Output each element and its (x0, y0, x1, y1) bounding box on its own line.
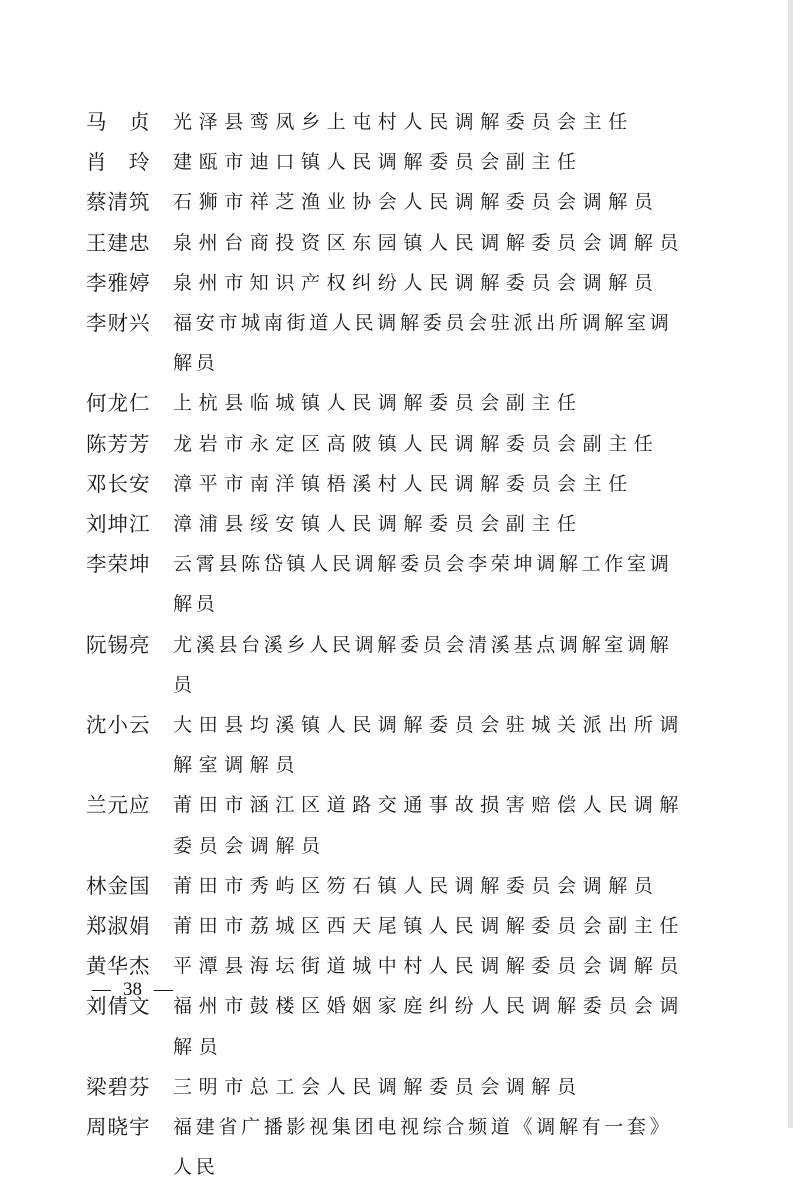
person-title: 云霄县陈岱镇人民调解委员会李荣坤调解工作室调解员 (173, 553, 673, 616)
list-item (86, 182, 686, 222)
person-title: 大田县均溪镇人民调解委员会驻城关派出所调解室调解员 (173, 714, 686, 777)
person-title: 石狮市祥芝渔业协会人民调解委员会调解员 (173, 191, 660, 214)
list-item (86, 142, 686, 182)
person-title: 龙岩市永定区高陂镇人民调解委员会副主任 (173, 432, 660, 455)
honoree-list (86, 102, 686, 1187)
person-name: 兰元应 (86, 793, 151, 818)
list-item (86, 785, 686, 865)
page-edge (788, 0, 793, 1128)
person-name: 李财兴 (86, 311, 151, 336)
list-item (86, 1107, 686, 1187)
person-name: 阮锡亮 (86, 632, 151, 657)
list-item (86, 383, 686, 423)
list-item (86, 464, 686, 504)
person-title: 光泽县鸾凤乡上屯村人民调解委员会主任 (173, 111, 634, 133)
person-name: 马 贞 (86, 110, 151, 134)
person-title: 莆田市涵江区道路交通事故损害赔偿人民调解委员会调解员 (173, 794, 686, 857)
person-title: 漳平市南洋镇梧溪村人民调解委员会主任 (173, 472, 634, 495)
person-title: 福建省广播影视集团电视综合频道《调解有一套》人民 (173, 1116, 673, 1179)
person-name: 梁碧芬 (86, 1074, 151, 1099)
person-name: 王建忠 (86, 230, 151, 255)
person-title: 漳浦县绥安镇人民调解委员会副主任 (173, 513, 583, 536)
list-item (86, 705, 686, 785)
person-title: 上杭县临城镇人民调解委员会副主任 (173, 392, 583, 415)
person-name: 周晓宇 (86, 1115, 151, 1140)
person-title: 福州市鼓楼区婚姻家庭纠纷人民调解委员会调解员 (173, 995, 686, 1058)
list-item (86, 303, 686, 383)
person-name: 何龙仁 (86, 391, 151, 416)
list-item (86, 263, 686, 303)
page-number: 38 (123, 979, 142, 1000)
list-item (86, 223, 686, 263)
list-item (86, 625, 686, 705)
person-title: 平潭县海坛街道城中村人民调解委员会调解员 (173, 955, 686, 978)
person-name: 刘坤江 (86, 512, 151, 537)
page-footer (92, 970, 173, 1010)
list-item (86, 102, 686, 142)
person-name: 蔡清筑 (86, 190, 151, 215)
person-title: 莆田市荔城区西天尾镇人民调解委员会副主任 (173, 915, 686, 938)
person-title: 建瓯市迪口镇人民调解委员会副主任 (173, 151, 583, 174)
footer-dash-right: — (154, 979, 173, 1000)
person-name: 邓长安 (86, 471, 151, 496)
person-name: 李荣坤 (86, 552, 151, 577)
person-name: 肖 玲 (86, 150, 151, 175)
person-title: 三明市总工会人民调解委员会调解员 (173, 1075, 583, 1098)
person-title: 福安市城南街道人民调解委员会驻派出所调解室调解员 (173, 312, 673, 375)
person-name: 陈芳芳 (86, 431, 151, 456)
list-item (86, 424, 686, 464)
list-item (86, 906, 686, 946)
list-item (86, 544, 686, 624)
person-name: 李雅婷 (86, 270, 151, 295)
person-title: 泉州台商投资区东园镇人民调解委员会调解员 (173, 231, 686, 254)
footer-dash-left: — (92, 979, 111, 1000)
person-name: 林金国 (86, 873, 151, 898)
person-title: 尤溪县台溪乡人民调解委员会清溪基点调解室调解员 (173, 633, 673, 696)
list-item (86, 866, 686, 906)
person-name: 黄华杰 (86, 954, 151, 979)
list-item (86, 986, 686, 1066)
person-title: 泉州市知识产权纠纷人民调解委员会调解员 (173, 271, 660, 294)
person-name: 沈小云 (86, 713, 151, 738)
person-name: 郑淑娟 (86, 914, 151, 939)
list-item (86, 1067, 686, 1107)
person-name: 刘倩文 (86, 994, 151, 1019)
list-item (86, 946, 686, 986)
person-title: 莆田市秀屿区笏石镇人民调解委员会调解员 (173, 874, 660, 897)
list-item (86, 504, 686, 544)
